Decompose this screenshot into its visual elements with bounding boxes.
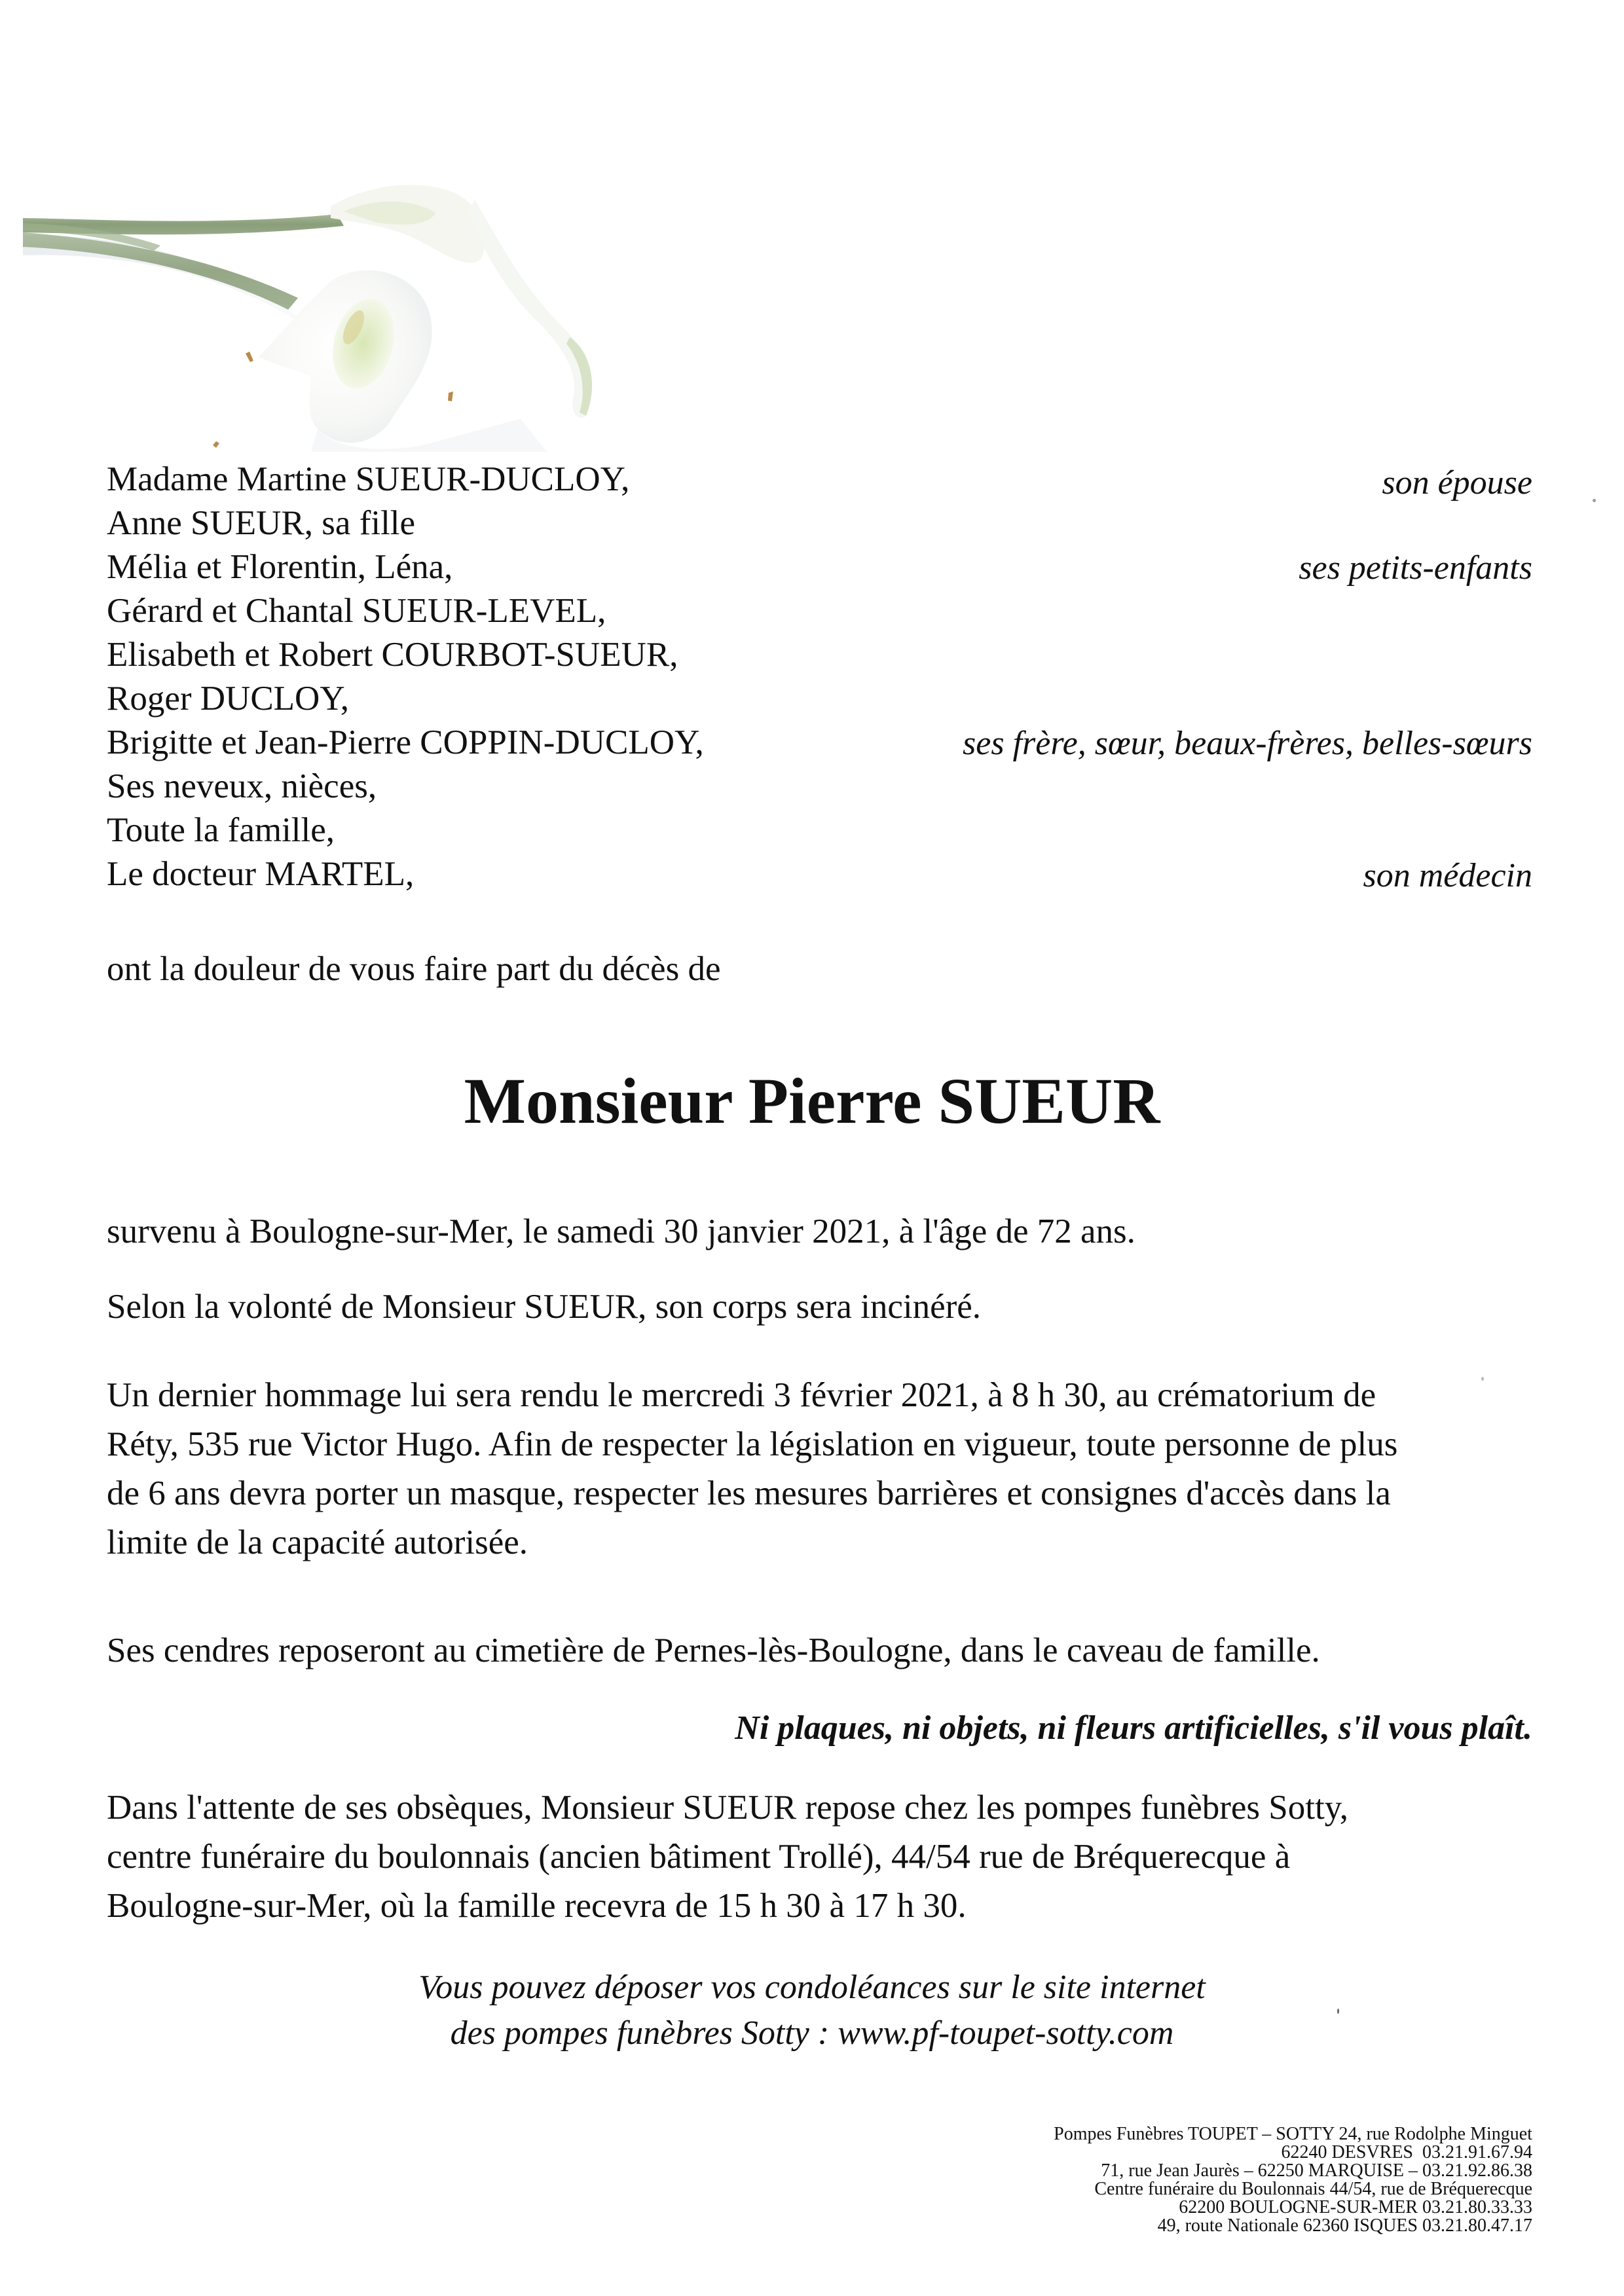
rest-line: Boulogne-sur-Mer, où la famille recevra de 15 h 30 à 17 h 30. xyxy=(107,1887,967,1925)
footer-address-line: 71, rue Jean Jaurès – 62250 MARQUISE – 03.21.92.86.38 xyxy=(1101,2160,1532,2181)
pollen-speck xyxy=(448,392,453,401)
relation-label-grandchildren: ses petits-enfants xyxy=(1299,549,1532,587)
footer-address-line: 62200 BOULOGNE-SUR-MER 03.21.80.33.33 xyxy=(1179,2197,1532,2217)
family-name-line: Roger DUCLOY, xyxy=(107,680,350,718)
relation-label-siblings: ses frère, sœur, beaux-frères, belles-sœurs xyxy=(963,725,1532,762)
homage-line: de 6 ans devra porter un masque, respecter les mesures barrières et consignes d'accès dans la xyxy=(107,1474,1391,1512)
ashes-notice: Ses cendres reposeront au cimetière de Pernes-lès-Boulogne, dans le caveau de famille. xyxy=(107,1631,1320,1669)
scan-speck xyxy=(1337,2009,1339,2014)
relation-label-spouse: son épouse xyxy=(1382,464,1532,501)
relation-label-doctor: son médecin xyxy=(1363,857,1532,894)
condolences-line: des pompes funèbres Sotty : www.pf-toupet-sotty.com xyxy=(450,2014,1174,2052)
family-name-line: Elisabeth et Robert COURBOT-SUEUR, xyxy=(107,636,678,674)
family-name-line: Toute la famille, xyxy=(107,811,335,849)
scan-speck xyxy=(1481,1377,1484,1381)
footer-address-line: Centre funéraire du Boulonnais 44/54, rue de Bréquerecque xyxy=(1094,2179,1532,2199)
scan-speck xyxy=(1593,499,1596,502)
calla-lily-flowers-image xyxy=(23,141,632,452)
condolences-line: Vous pouvez déposer vos condoléances sur le site internet xyxy=(418,1969,1206,2006)
cremation-notice: Selon la volonté de Monsieur SUEUR, son corps sera incinéré. xyxy=(107,1288,982,1326)
footer-address-line: 62240 DESVRES 03.21.91.67.94 xyxy=(1281,2142,1532,2162)
family-name-line: Mélia et Florentin, Léna, xyxy=(107,548,453,586)
rest-line: Dans l'attente de ses obsèques, Monsieur SUEUR repose chez les pompes funèbres Sotty, xyxy=(107,1789,1349,1827)
rest-line: centre funéraire du boulonnais (ancien bâtiment Trollé), 44/54 rue de Bréquerecque à xyxy=(107,1838,1291,1876)
family-name-line: Anne SUEUR, sa fille xyxy=(107,504,416,542)
announcement-text: ont la douleur de vous faire part du décès de xyxy=(107,950,721,988)
homage-line: limite de la capacité autorisée. xyxy=(107,1523,528,1561)
death-details: survenu à Boulogne-sur-Mer, le samedi 30 janvier 2021, à l'âge de 72 ans. xyxy=(107,1212,1135,1250)
family-name-line: Gérard et Chantal SUEUR-LEVEL, xyxy=(107,592,606,630)
deceased-name-heading: Monsieur Pierre SUEUR xyxy=(464,1065,1160,1137)
family-name-line: Le docteur MARTEL, xyxy=(107,855,415,893)
footer-address-line: 49, route Nationale 62360 ISQUES 03.21.80.47.17 xyxy=(1157,2215,1532,2236)
family-name-line: Brigitte et Jean-Pierre COPPIN-DUCLOY, xyxy=(107,723,704,761)
family-name-line: Ses neveux, nièces, xyxy=(107,767,377,805)
funeral-home-address-block xyxy=(1054,2125,1532,2235)
footer-address-line: Pompes Funèbres TOUPET – SOTTY 24, rue Rodolphe Minguet xyxy=(1054,2124,1532,2144)
homage-line: Un dernier hommage lui sera rendu le mercredi 3 février 2021, à 8 h 30, au crématorium de xyxy=(107,1376,1376,1414)
no-flowers-request: Ni plaques, ni objets, ni fleurs artificielles, s'il vous plaît. xyxy=(735,1709,1532,1747)
family-name-line: Madame Martine SUEUR-DUCLOY, xyxy=(107,460,630,498)
homage-line: Réty, 535 rue Victor Hugo. Afin de respecter la législation en vigueur, toute personne de plus xyxy=(107,1425,1398,1463)
